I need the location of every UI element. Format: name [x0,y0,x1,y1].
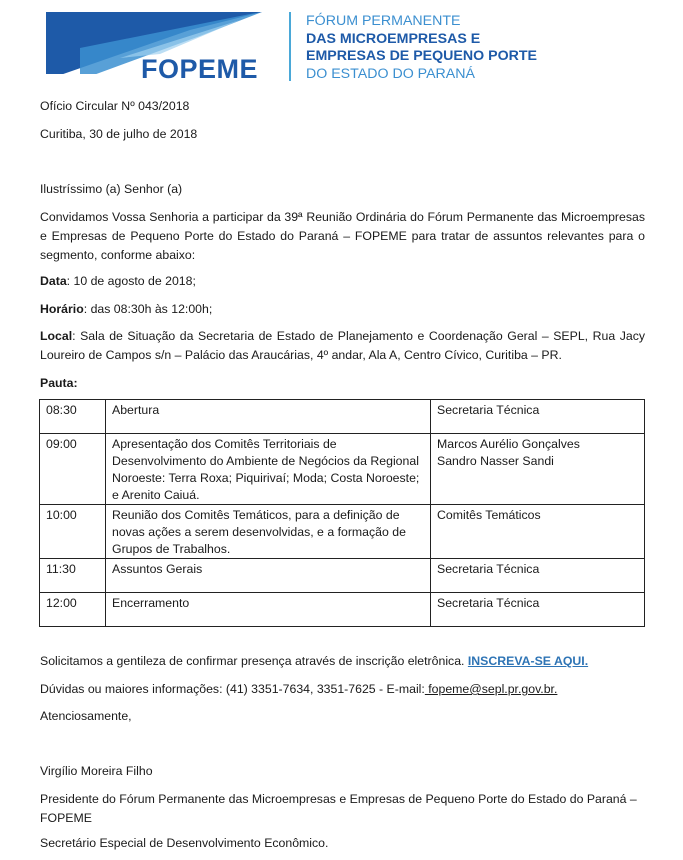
meeting-date-label: Data [40,274,67,288]
agenda-responsible: Secretaria Técnica [431,400,645,434]
agenda-responsible: Secretaria Técnica [431,593,645,627]
header-divider [289,12,291,81]
rsvp-paragraph [40,652,645,671]
closing-regards: Atenciosamente, [40,709,132,723]
agenda-topic: Reunião dos Comitês Temáticos, para a definição de novas ações a serem desenvolvidas, e a formação de Grupos de Trabalhos. [106,505,431,559]
contact-text: Dúvidas ou maiores informações: (41) 3351-7634, 3351-7625 - E-mail: [40,682,425,696]
forum-title-line-4: DO ESTADO DO PARANÁ [306,65,475,82]
forum-title-block [306,13,537,83]
signer-name: Virgílio Moreira Filho [40,764,153,778]
logo-wordmark: FOPEME [141,54,259,84]
email-link[interactable]: fopeme@sepl.pr.gov.br. [424,682,558,696]
agenda-table [39,399,645,627]
meeting-time [40,300,645,319]
agenda-topic: Apresentação dos Comitês Territoriais de Desenvolvimento do Ambiente de Negócios da Regional Noroeste: Terra Roxa; Piquirivaí; Moda; Costa Noroeste; e Arenito Caiuá. [106,434,431,505]
agenda-responsible: Comitês Temáticos [431,505,645,559]
meeting-location-value: : Sala de Situação da Secretaria de Estado de Planejamento e Coordenação Geral – SEPL, Rua Jacy Loureiro de Campos s/n – Palácio das Araucárias, 4º andar, Ala A, Centro Cívico, Curitiba – PR. [40,329,645,362]
forum-title-line-1: FÓRUM PERMANENTE [306,13,461,29]
meeting-location-label: Local [40,329,73,343]
agenda-responsible: Secretaria Técnica [431,559,645,593]
agenda-topic: Assuntos Gerais [106,559,431,593]
letter-intro: Convidamos Vossa Senhoria a participar da 39ª Reunião Ordinária do Fórum Permanente das Microempresas e Empresas de Pequeno Porte do Estado do Paraná – FOPEME para tratar de assuntos relevantes para o segmento, conforme abaixo: [40,210,645,262]
signer-role-1: Presidente do Fórum Permanente das Microempresas e Empresas de Pequeno Porte do Estado do Paraná – FOPEME [40,792,637,825]
table-row [40,434,645,505]
letter-reference: Ofício Circular Nº 043/2018 [40,99,190,113]
agenda-responsible-line-2: Sandro Nasser Sandi [437,454,554,468]
agenda-time: 08:30 [40,400,106,434]
agenda-responsible [431,434,645,505]
agenda-heading: Pauta: [40,376,78,390]
letter-date: Curitiba, 30 de julho de 2018 [40,127,198,141]
table-row [40,505,645,559]
forum-title-line-2: DAS MICROEMPRESAS E [306,30,481,47]
agenda-responsible-line-1: Marcos Aurélio Gonçalves [437,437,580,451]
agenda-time: 10:00 [40,505,106,559]
meeting-time-value: : das 08:30h às 12:00h; [83,302,213,316]
meeting-date [40,272,645,291]
meeting-date-value: : 10 de agosto de 2018; [66,274,196,288]
meeting-time-label: Horário [40,302,84,316]
signer-role-2: Secretário Especial de Desenvolvimento Econômico. [40,836,329,850]
agenda-time: 12:00 [40,593,106,627]
agenda-topic: Abertura [106,400,431,434]
contact-paragraph [40,680,645,699]
rsvp-text: Solicitamos a gentileza de confirmar presença através de inscrição eletrônica. [40,654,468,668]
agenda-time: 09:00 [40,434,106,505]
forum-title-line-3: EMPRESAS DE PEQUENO PORTE [306,48,537,64]
meeting-location [40,327,645,365]
register-link[interactable]: INSCREVA-SE AQUI. [467,654,589,668]
agenda-topic: Encerramento [106,593,431,627]
agenda-time: 11:30 [40,559,106,593]
table-row [40,593,645,627]
table-row [40,400,645,434]
letter-salutation: Ilustríssimo (a) Senhor (a) [40,182,183,196]
table-row [40,559,645,593]
